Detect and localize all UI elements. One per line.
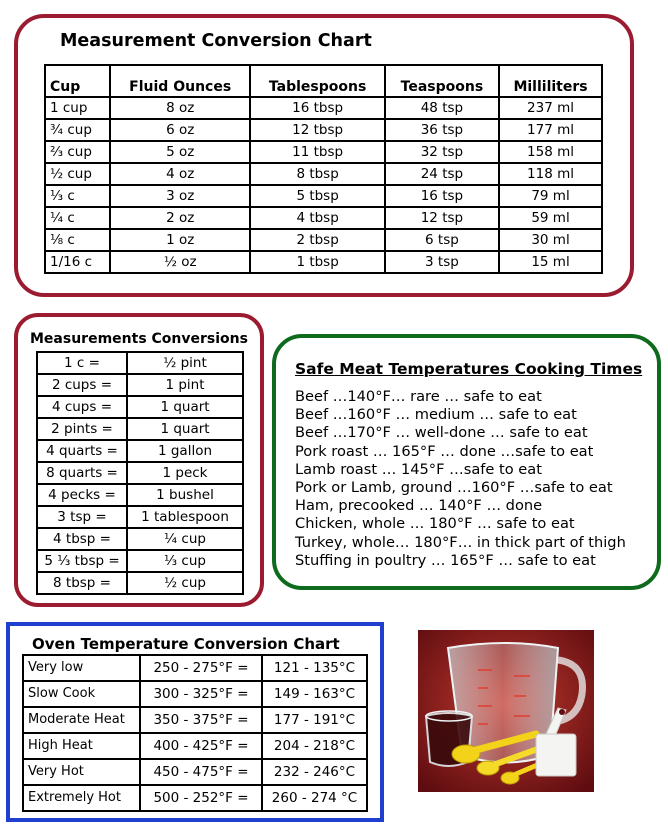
table-row: [45, 229, 602, 251]
list-item: Beef …160°F … medium … safe to eat: [295, 406, 577, 424]
table-cell: 8 tbsp =: [37, 572, 127, 594]
table-cell: 1 gallon: [127, 440, 243, 462]
table-row: [23, 707, 367, 733]
table-cell: 500 - 252°F =: [140, 785, 262, 811]
table-row: [37, 506, 243, 528]
table-cell: ¼ c: [45, 207, 110, 229]
table-row: [37, 352, 243, 374]
column-header: Cup: [45, 65, 110, 97]
table-cell: 300 - 325°F =: [140, 681, 262, 707]
table-row: [37, 396, 243, 418]
measuring-cups-photo: [418, 630, 594, 792]
table-cell: ½ cup: [45, 163, 110, 185]
table-cell: 118 ml: [499, 163, 602, 185]
table-cell: 16 tsp: [385, 185, 499, 207]
table-cell: 1 cup: [45, 97, 110, 119]
table-cell: 204 - 218°C: [262, 733, 367, 759]
table-cell: 5 tbsp: [250, 185, 384, 207]
table-row: [45, 97, 602, 119]
list-item: Beef …140°F… rare … safe to eat: [295, 388, 542, 405]
table-cell: ½ cup: [127, 572, 243, 594]
table-cell: ¾ cup: [45, 119, 110, 141]
table-cell: 5 ⅓ tbsp =: [37, 550, 127, 572]
measurements-conversions-table: [36, 351, 244, 595]
table-row: [23, 655, 367, 681]
table-cell: 149 - 163°C: [262, 681, 367, 707]
measurement-chart-title: Measurement Conversion Chart: [60, 31, 372, 51]
table-cell: 237 ml: [499, 97, 602, 119]
table-cell: ⅛ c: [45, 229, 110, 251]
table-cell: Moderate Heat: [23, 707, 140, 733]
table-cell: 4 quarts =: [37, 440, 127, 462]
table-row: [37, 572, 243, 594]
table-cell: 12 tsp: [385, 207, 499, 229]
table-cell: 6 oz: [110, 119, 251, 141]
table-cell: 30 ml: [499, 229, 602, 251]
table-row: [23, 733, 367, 759]
list-item: Chicken, whole … 180°F … safe to eat: [295, 515, 575, 533]
table-cell: 250 - 275°F =: [140, 655, 262, 681]
table-cell: 1 oz: [110, 229, 251, 251]
table-cell: 4 pecks =: [37, 484, 127, 506]
table-cell: 11 tbsp: [250, 141, 384, 163]
meat-temperatures-panel: [272, 334, 661, 590]
list-item: Pork or Lamb, ground …160°F …safe to eat: [295, 479, 613, 497]
table-cell: 1 quart: [127, 418, 243, 440]
table-cell: 59 ml: [499, 207, 602, 229]
table-cell: 16 tbsp: [250, 97, 384, 119]
table-cell: 400 - 425°F =: [140, 733, 262, 759]
table-cell: 177 ml: [499, 119, 602, 141]
table-cell: Very Hot: [23, 759, 140, 785]
column-header: Teaspoons: [385, 65, 499, 97]
table-cell: 8 quarts =: [37, 462, 127, 484]
measurement-chart-panel: [14, 14, 634, 297]
table-cell: 3 tsp =: [37, 506, 127, 528]
column-header: Tablespoons: [250, 65, 384, 97]
meat-temperatures-title: Safe Meat Temperatures Cooking Times: [295, 360, 643, 378]
table-cell: 15 ml: [499, 251, 602, 273]
measurement-chart-table: [44, 64, 603, 274]
table-row: [45, 251, 602, 273]
table-cell: 177 - 191°C: [262, 707, 367, 733]
table-row: [45, 119, 602, 141]
table-cell: 32 tsp: [385, 141, 499, 163]
table-cell: 8 tbsp: [250, 163, 384, 185]
oven-chart-table: [22, 654, 368, 812]
measurements-conversions-panel: [14, 313, 264, 607]
table-cell: 1 peck: [127, 462, 243, 484]
list-item: Stuffing in poultry … 165°F … safe to eat: [295, 551, 596, 569]
table-cell: 36 tsp: [385, 119, 499, 141]
table-cell: 2 tbsp: [250, 229, 384, 251]
table-cell: 5 oz: [110, 141, 251, 163]
table-cell: 232 - 246°C: [262, 759, 367, 785]
table-cell: 79 ml: [499, 185, 602, 207]
table-cell: High Heat: [23, 733, 140, 759]
table-cell: 4 cups =: [37, 396, 127, 418]
table-row: [37, 374, 243, 396]
list-item: Ham, precooked … 140°F … done: [295, 497, 543, 515]
table-cell: 3 tsp: [385, 251, 499, 273]
measuring-cups-icon: [418, 630, 594, 792]
table-row: [37, 550, 243, 572]
table-row: [45, 207, 602, 229]
table-row: [37, 462, 243, 484]
measurements-conversions-title: Measurements Conversions: [30, 331, 248, 347]
list-item: Pork roast … 165°F … done …safe to eat: [295, 442, 594, 460]
table-cell: Slow Cook: [23, 681, 140, 707]
table-cell: 1 c =: [37, 352, 127, 374]
table-cell: 260 - 274 °C: [262, 785, 367, 811]
table-cell: 1 tbsp: [250, 251, 384, 273]
table-row: [45, 141, 602, 163]
meat-temperatures-list: [295, 388, 626, 570]
list-item: Turkey, whole… 180°F… in thick part of thigh: [295, 533, 626, 551]
list-item: Lamb roast … 145°F …safe to eat: [295, 460, 542, 478]
table-cell: 3 oz: [110, 185, 251, 207]
table-cell: 350 - 375°F =: [140, 707, 262, 733]
oven-chart-panel: [6, 622, 384, 822]
table-cell: 450 - 475°F =: [140, 759, 262, 785]
column-header: Fluid Ounces: [110, 65, 251, 97]
table-row: [37, 484, 243, 506]
table-cell: ⅓ cup: [127, 550, 243, 572]
table-row: [23, 759, 367, 785]
table-cell: ⅓ c: [45, 185, 110, 207]
table-row: [23, 681, 367, 707]
list-item: Beef …170°F … well-done … safe to eat: [295, 424, 588, 442]
table-cell: 2 pints =: [37, 418, 127, 440]
table-row: [23, 785, 367, 811]
table-cell: 4 oz: [110, 163, 251, 185]
table-cell: ½ pint: [127, 352, 243, 374]
table-cell: 1 tablespoon: [127, 506, 243, 528]
table-cell: 1 bushel: [127, 484, 243, 506]
table-cell: 48 tsp: [385, 97, 499, 119]
column-header: Milliliters: [499, 65, 602, 97]
table-cell: 1 pint: [127, 374, 243, 396]
table-cell: 158 ml: [499, 141, 602, 163]
table-header-row: [45, 65, 602, 97]
table-row: [37, 440, 243, 462]
table-cell: 8 oz: [110, 97, 251, 119]
table-row: [45, 163, 602, 185]
table-cell: 1/16 c: [45, 251, 110, 273]
table-cell: 6 tsp: [385, 229, 499, 251]
table-cell: 12 tbsp: [250, 119, 384, 141]
table-cell: 4 tbsp =: [37, 528, 127, 550]
table-cell: 2 oz: [110, 207, 251, 229]
table-cell: 121 - 135°C: [262, 655, 367, 681]
table-cell: 1 quart: [127, 396, 243, 418]
table-cell: Extremely Hot: [23, 785, 140, 811]
table-cell: 24 tsp: [385, 163, 499, 185]
table-cell: ¼ cup: [127, 528, 243, 550]
table-cell: ⅔ cup: [45, 141, 110, 163]
table-row: [37, 418, 243, 440]
oven-chart-title: Oven Temperature Conversion Chart: [32, 635, 340, 653]
table-cell: 2 cups =: [37, 374, 127, 396]
table-row: [45, 185, 602, 207]
table-row: [37, 528, 243, 550]
table-cell: ½ oz: [110, 251, 251, 273]
table-cell: Very low: [23, 655, 140, 681]
table-cell: 4 tbsp: [250, 207, 384, 229]
